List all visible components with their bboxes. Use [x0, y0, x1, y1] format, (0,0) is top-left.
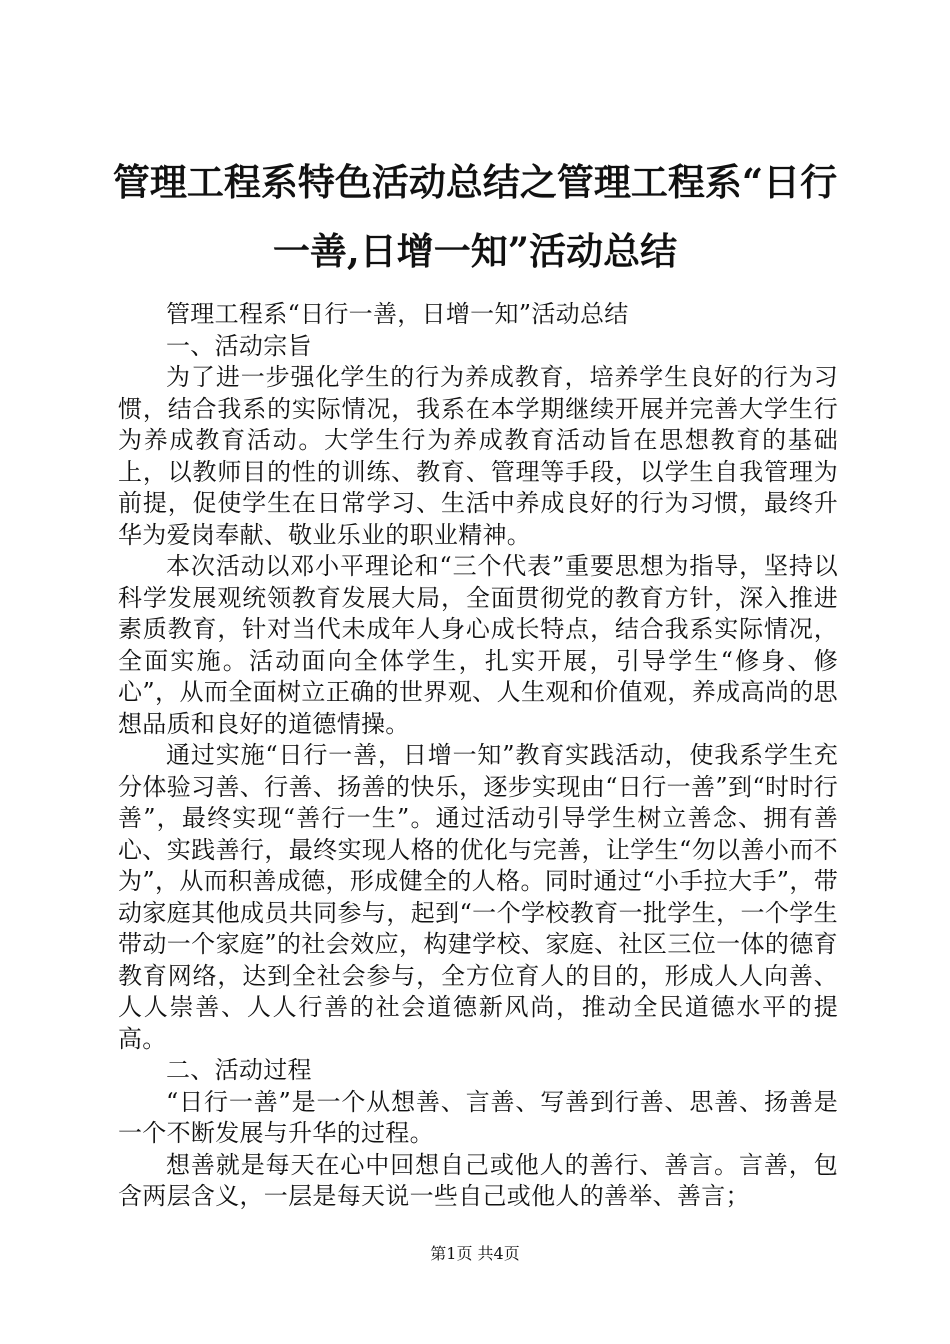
section-heading-purpose: 一、活动宗旨 [166, 331, 312, 360]
body-paragraph: 想善就是每天在心中回想自己或他人的善行、善言。言善，包含两层含义，一层是每天说一些自己或他人的善举、善言； [118, 1150, 838, 1210]
body-paragraph: 为了进一步强化学生的行为养成教育，培养学生良好的行为习惯，结合我系的实际情况，我系在本学期继续开展并完善大学生行为养成教育活动。大学生行为养成教育活动旨在思想教育的基础上，以教师目的性的训练、教育、管理等手段，以学生自我管理为前提，促使学生在日常学习、生活中养成良好的行为习惯，最终升华为爱岗奉献、敬业乐业的职业精神。 [118, 363, 838, 549]
title-line-2: 一善,日增一知”活动总结 [272, 229, 678, 273]
subtitle-paragraph: 管理工程系“日行一善，日增一知”活动总结 [166, 300, 629, 328]
body-paragraph: 通过实施“日行一善，日增一知”教育实践活动，使我系学生充分体验习善、行善、扬善的快乐，逐步实现由“日行一善”到“时时行善”，最终实现“善行一生”。通过活动引导学生树立善念、拥有善心、实践善行，最终实现人格的优化与完善，让学生“勿以善小而不为”，从而积善成德，形成健全的人格。同时通过“小手拉大手”，带动家庭其他成员共同参与，起到“一个学校教育一批学生，一个学生带动一个家庭”的社会效应，构建学校、家庭、社区三位一体的德育教育网络，达到全社会参与，全方位育人的目的，形成人人向善、人人崇善、人人行善的社会道德新风尚，推动全民道德水平的提高。 [118, 741, 838, 1053]
section-heading-process: 二、活动过程 [166, 1056, 312, 1084]
body-paragraph: 本次活动以邓小平理论和“三个代表”重要思想为指导，坚持以科学发展观统领教育发展大局，全面贯彻党的教育方针，深入推进素质教育，针对当代未成年人身心成长特点，结合我系实际情况，全面实施。活动面向全体学生，扎实开展，引导学生“修身、修心”，从而全面树立正确的世界观、人生观和价值观，养成高尚的思想品质和良好的道德情操。 [118, 552, 838, 738]
document-body [118, 299, 838, 1213]
document-title [110, 158, 840, 296]
title-line-1: 管理工程系特色活动总结之管理工程系“日行 [112, 160, 838, 204]
page-number-footer: 第1页 共4页 [430, 1244, 520, 1263]
body-paragraph: “日行一善”是一个从想善、言善、写善到行善、思善、扬善是一个不断发展与升华的过程。 [118, 1087, 838, 1147]
